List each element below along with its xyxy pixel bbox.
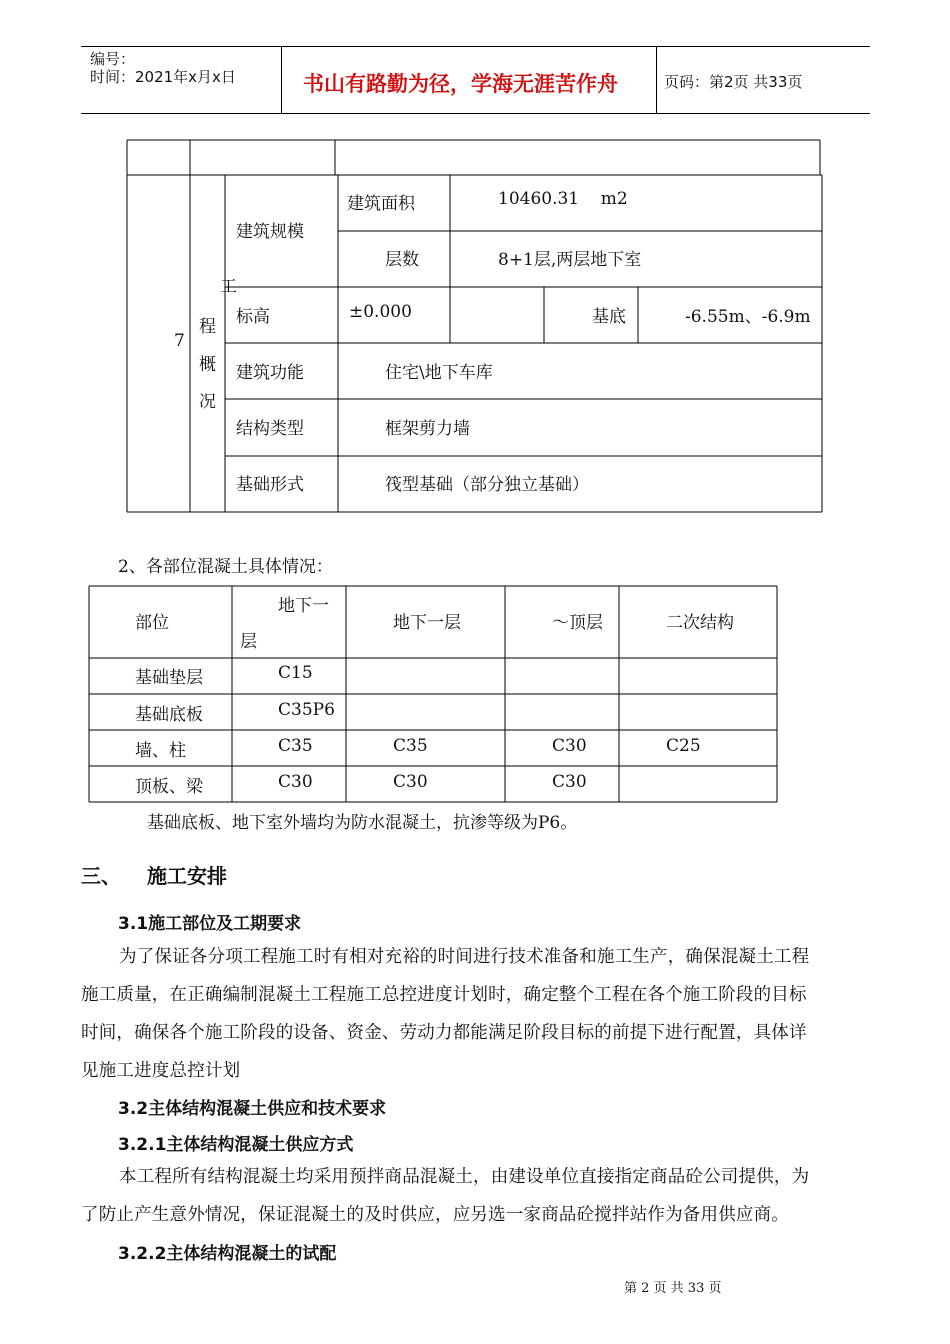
section-label-char-2: 程 (199, 317, 216, 337)
paragraph-line: 了防止产生意外情况，保证混凝土的及时供应，应另选一家商品砼搅拌站作为备用供应商。 (81, 1205, 789, 1225)
structure-type-label: 结构类型 (236, 419, 304, 439)
floors-value: 8+1层,两层地下室 (498, 250, 642, 270)
building-area-label: 建筑面积 (347, 194, 415, 214)
header-motto: 书山有路勤为径，学海无涯苦作舟 (303, 72, 618, 96)
row-number: 7 (174, 331, 185, 351)
header-basement1: 地下一层 (393, 613, 461, 633)
base-label: 基底 (592, 307, 626, 327)
subsection-3-2-title: 3.2主体结构混凝土供应和技术要求 (118, 1099, 387, 1119)
row-grade: C35 (278, 736, 313, 756)
page-footer: 第 2 页 共 33 页 (624, 1281, 722, 1296)
elevation-value: ±0.000 (349, 302, 412, 322)
document-date-label: 时间：2021年x月x日 (90, 68, 236, 86)
row-grade: C35 (393, 736, 428, 756)
row-grade: C30 (552, 772, 587, 792)
row-grade: C15 (278, 663, 313, 683)
header-page-label: 页码：第2页 共33页 (664, 73, 803, 91)
section-label-char-4: 况 (199, 392, 216, 412)
building-area-value: 10460.31 m2 (498, 189, 628, 209)
floors-label: 层数 (385, 250, 419, 270)
subsection-3-1-title: 3.1施工部位及工期要求 (118, 914, 302, 934)
header-to-top: ～顶层 (552, 613, 603, 633)
subsection-3-2-1-body (81, 1158, 871, 1234)
foundation-type-label: 基础形式 (236, 475, 304, 495)
section-label-char-1: 工 (220, 277, 237, 297)
section-title: 施工安排 (147, 864, 227, 888)
structure-type-value: 框架剪力墙 (385, 419, 470, 439)
paragraph-line: 为了保证各分项工程施工时有相对充裕的时间进行技术准备和施工生产，确保混凝土工程 (119, 947, 810, 967)
paragraph-line: 时间，确保各个施工阶段的设备、资金、劳动力都能满足阶段目标的前提下进行配置，具体详 (81, 1023, 807, 1043)
base-value: -6.55m、-6.9m (685, 307, 811, 327)
row-part: 基础底板 (135, 705, 203, 725)
elevation-label: 标高 (236, 307, 270, 327)
header-basement1-a: 地下一 (278, 596, 329, 616)
subsection-3-2-1-title: 3.2.1主体结构混凝土供应方式 (118, 1135, 354, 1155)
paragraph-line: 施工质量，在正确编制混凝土工程施工总控进度计划时，确定整个工程在各个施工阶段的目标 (81, 985, 807, 1005)
building-function-value: 住宅\地下车库 (385, 363, 493, 383)
waterproof-note: 基础底板、地下室外墙均为防水混凝土，抗渗等级为P6。 (147, 813, 578, 833)
row-grade: C30 (278, 772, 313, 792)
subsection-3-2-2-title: 3.2.2主体结构混凝土的试配 (118, 1244, 337, 1264)
header-part: 部位 (135, 613, 169, 633)
building-scale-label: 建筑规模 (236, 222, 304, 242)
row-grade: C25 (666, 736, 701, 756)
row-part: 墙、柱 (135, 741, 186, 761)
concrete-section-title: 2、各部位混凝土具体情况： (118, 557, 333, 577)
section-number: 三、 (81, 864, 121, 888)
section-label-char-3: 概 (199, 355, 216, 375)
building-function-label: 建筑功能 (236, 363, 304, 383)
row-part: 顶板、梁 (135, 777, 203, 797)
row-grade: C35P6 (278, 700, 335, 720)
row-part: 基础垫层 (135, 668, 203, 688)
row-grade: C30 (552, 736, 587, 756)
row-grade: C30 (393, 772, 428, 792)
foundation-type-value: 筏型基础（部分独立基础） (385, 475, 589, 495)
paragraph-line: 见施工进度总控计划 (81, 1061, 241, 1081)
paragraph-line: 本工程所有结构混凝土均采用预拌商品混凝土，由建设单位直接指定商品砼公司提供，为 (119, 1167, 810, 1187)
header-basement1-b: 层 (240, 632, 257, 652)
document-number-label: 编号： (90, 50, 136, 68)
header-secondary-structure: 二次结构 (666, 613, 734, 633)
subsection-3-1-body (81, 938, 871, 1090)
